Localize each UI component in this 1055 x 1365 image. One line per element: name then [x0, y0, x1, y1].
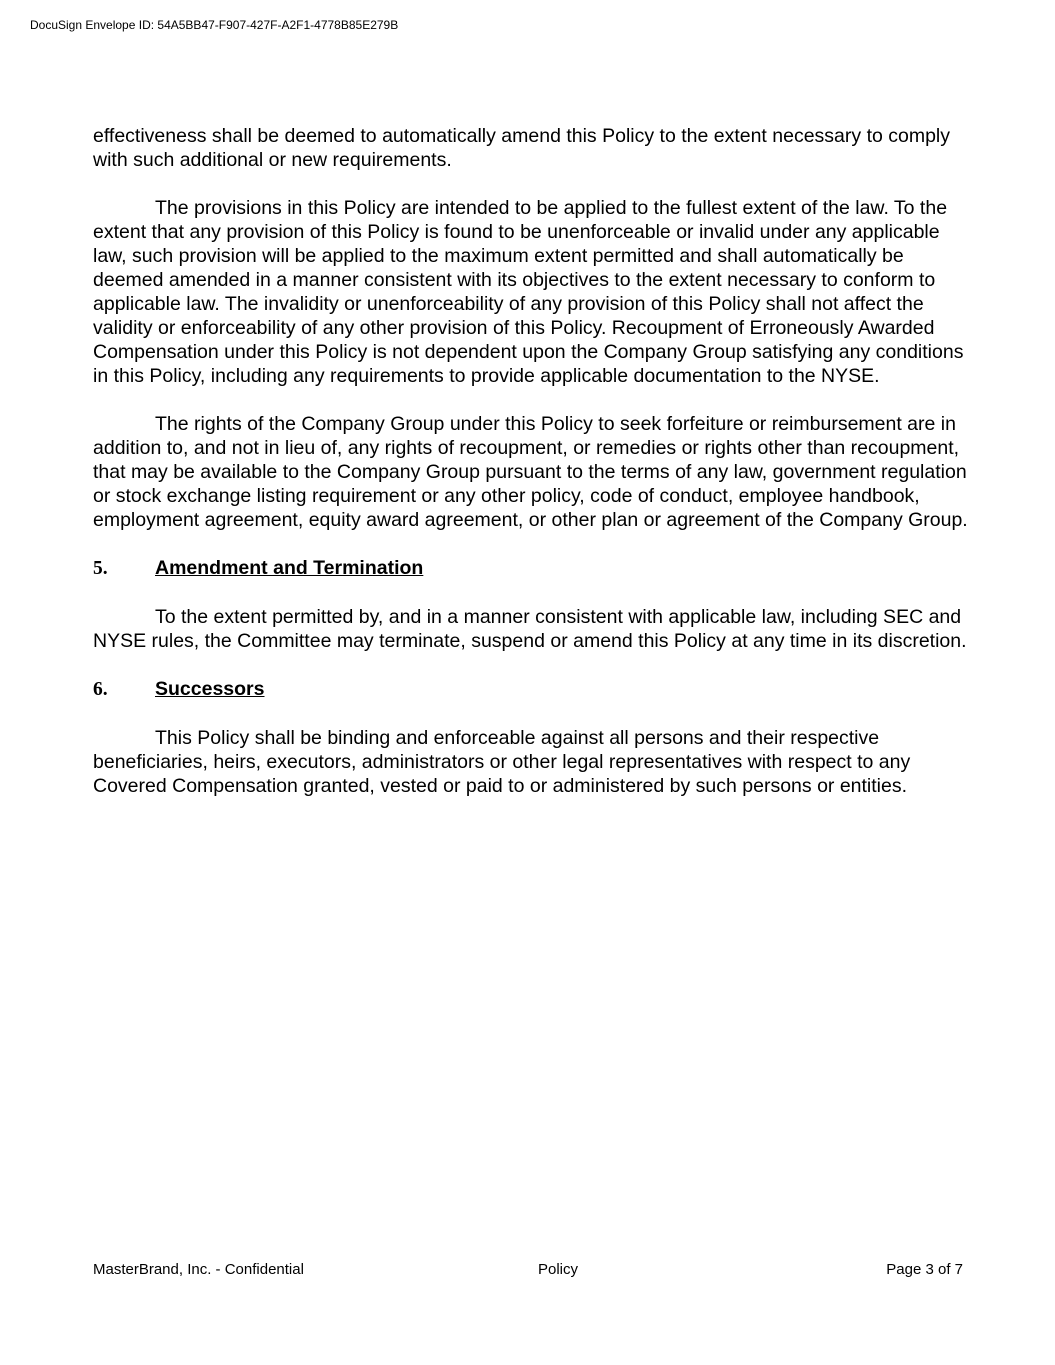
section-6-heading	[93, 677, 973, 702]
paragraph-continued: effectiveness shall be deemed to automatically amend this Policy to the extent necessary to comply with such additional or new requirements.	[93, 125, 951, 171]
section-6-number: 6.	[93, 679, 108, 700]
footer-company: MasterBrand, Inc. - Confidential	[93, 1261, 304, 1278]
section-5-text: To the extent permitted by, and in a manner consistent with applicable law, including SEC and NYSE rules, the Committee may terminate, suspend or amend this Policy at any time in its discretion.	[93, 606, 967, 652]
paragraph-rights: The rights of the Company Group under this Policy to seek forfeiture or reimbursement are in addition to, and not in lieu of, any rights of recoupment, or remedies or rights other than recoupment, that may be available to the Company Group pursuant to the terms of any law, government regulation or stock exchange listing requirement or any other policy, code of conduct, employee handbook, employment agreement, equity award agreement, or other plan or agreement of the Company Group.	[93, 413, 968, 531]
docusign-envelope-id: DocuSign Envelope ID: 54A5BB47-F907-427F-A2F1-4778B85E279B	[30, 18, 399, 32]
section-6-text: This Policy shall be binding and enforceable against all persons and their respective beneficiaries, heirs, executors, administrators or other legal representatives with respect to any Covered Compensation granted, vested or paid to or administered by such persons or entities.	[93, 727, 911, 797]
footer-page-number: Page 3 of 7	[886, 1261, 963, 1278]
paragraph-provisions: The provisions in this Policy are intended to be applied to the fullest extent of the law. To the extent that any provision of this Policy is found to be unenforceable or invalid under any applicable law, such provision will be applied to the maximum extent permitted and shall automatically be deemed amended in a manner consistent with its objectives to the extent necessary to conform to applicable law. The invalidity or unenforceability of any provision of this Policy shall not affect the validity or enforceability of any other provision of this Policy. Recoupment of Erroneously Awarded Compensation under this Policy is not dependent upon the Company Group satisfying any conditions in this Policy, including any requirements to provide applicable documentation to the NYSE.	[93, 197, 964, 387]
section-5-number: 5.	[93, 558, 108, 579]
section-6-title: Successors	[155, 678, 265, 700]
page-footer	[93, 1260, 963, 1280]
section-5-heading	[93, 556, 973, 581]
document-body	[93, 124, 973, 822]
section-5-title: Amendment and Termination	[155, 557, 424, 579]
footer-doc-type: Policy	[538, 1261, 579, 1278]
